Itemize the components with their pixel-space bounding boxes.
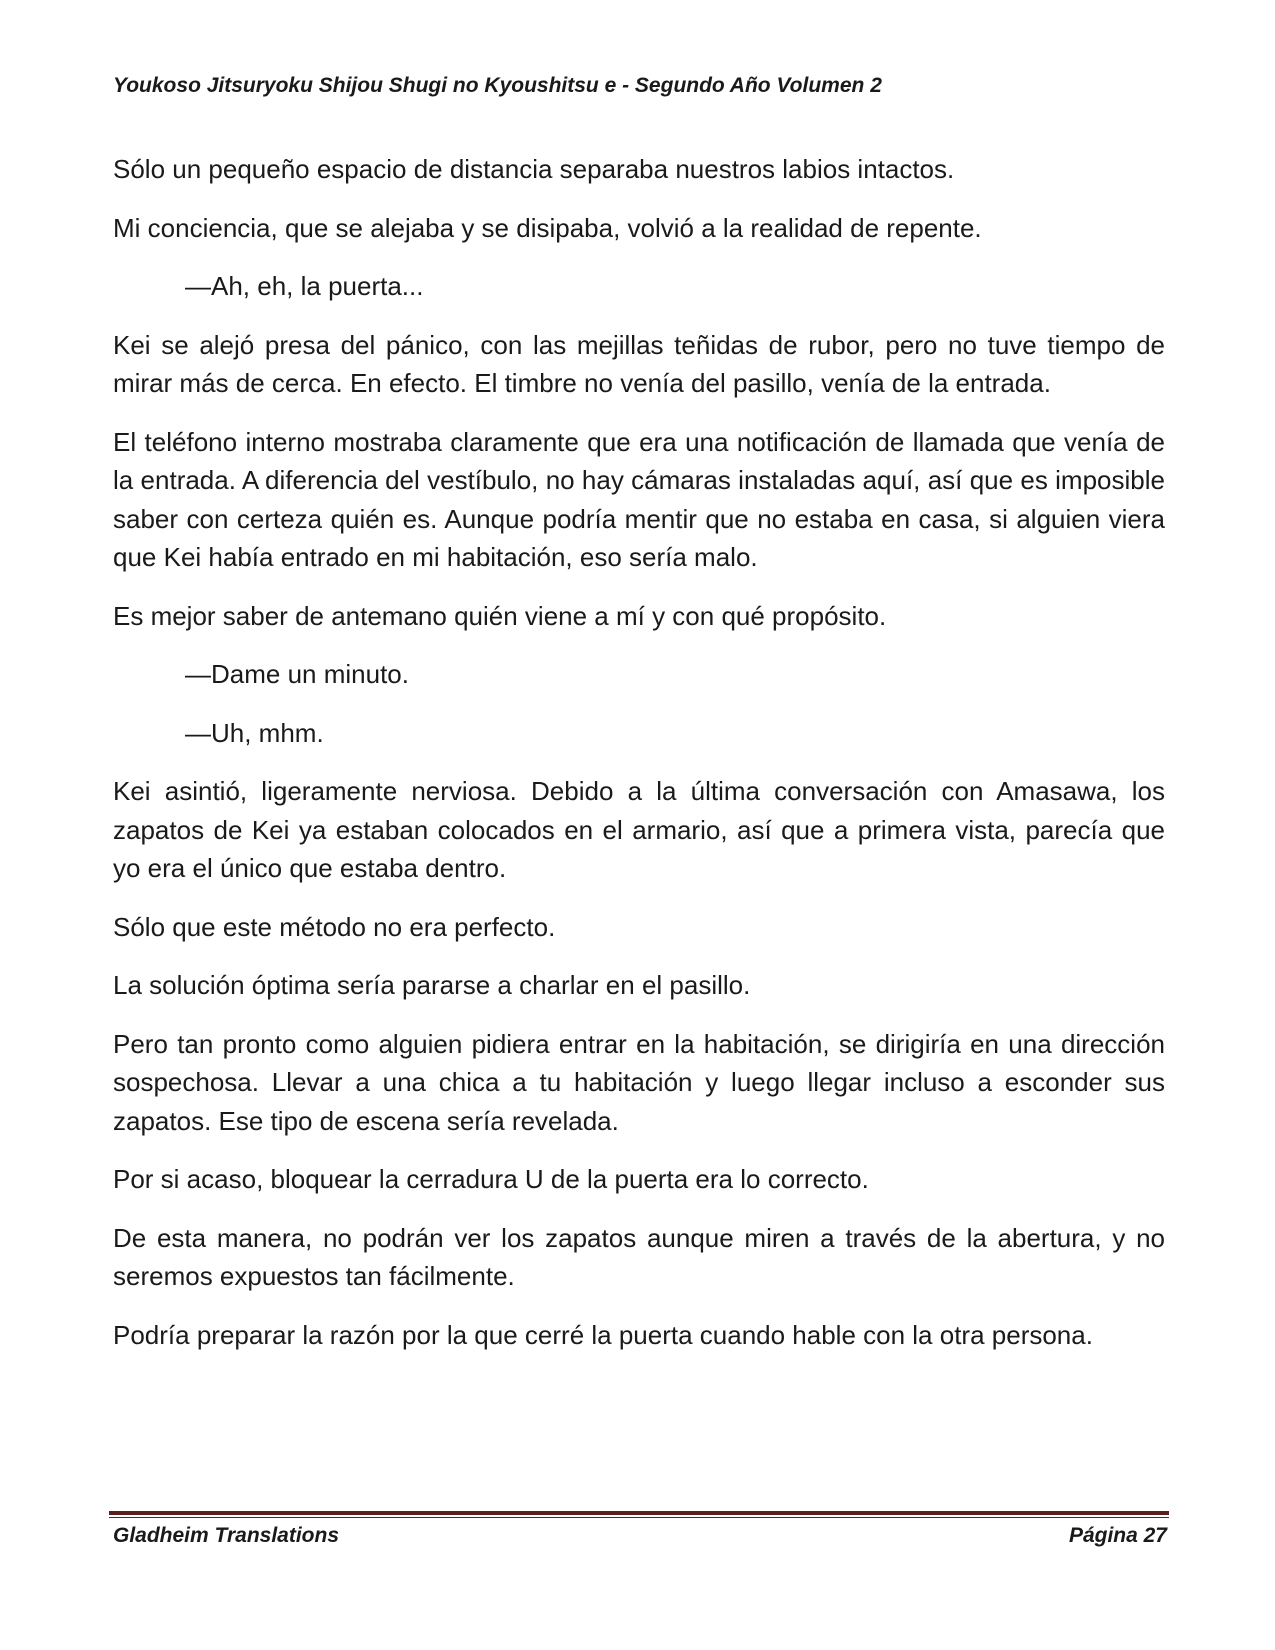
- paragraph: Kei asintió, ligeramente nerviosa. Debido a la última conversación con Amasawa, los zapatos de Kei ya estaban colocados en el armario, así que a primera vista, parecía que yo era el único que estaba dentro.: [113, 776, 1165, 883]
- paragraph: Sólo un pequeño espacio de distancia separaba nuestros labios intactos.: [113, 154, 955, 184]
- paragraph: El teléfono interno mostraba claramente que era una notificación de llamada que venía de la entrada. A diferencia del vestíbulo, no hay cámaras instaladas aquí, así que es imposible saber con certeza quién es. Aunque podría mentir que no estaba en casa, si alguien viera que Kei había entrado en mi habitación, eso sería malo.: [113, 426, 1165, 572]
- footer-divider-thick: [109, 1511, 1169, 1515]
- paragraph: De esta manera, no podrán ver los zapatos aunque miren a través de la abertura, y no seremos expuestos tan fácilmente.: [113, 1222, 1165, 1291]
- page-number: Página 27: [1068, 1524, 1167, 1547]
- page-header-title: Youkoso Jitsuryoku Shijou Shugi no Kyoushitsu e - Segundo Año Volumen 2: [113, 74, 882, 97]
- paragraph: Sólo que este método no era perfecto.: [113, 911, 556, 942]
- paragraph: Es mejor saber de antemano quién viene a mí y con qué propósito.: [113, 600, 887, 631]
- dialogue-line: —Dame un minuto.: [185, 659, 409, 689]
- footer-divider: [109, 1511, 1169, 1519]
- paragraph: Kei se alejó presa del pánico, con las mejillas teñidas de rubor, pero no tuve tiempo de mirar más de cerca. En efecto. El timbre no venía del pasillo, venía de la entrada.: [113, 329, 1165, 398]
- paragraph: Por si acaso, bloquear la cerradura U de la puerta era lo correcto.: [113, 1164, 869, 1194]
- paragraph: Mi conciencia, que se alejaba y se disipaba, volvió a la realidad de repente.: [113, 212, 982, 243]
- paragraph: La solución óptima sería pararse a charlar en el pasillo.: [113, 970, 751, 1000]
- paragraph: Pero tan pronto como alguien pidiera entrar en la habitación, se dirigiría en una dirección sospechosa. Llevar a una chica a tu habitación y luego llegar incluso a esconder sus zapatos. Ese tipo de escena sería revelada.: [113, 1028, 1165, 1136]
- footer-credit: Gladheim Translations: [113, 1524, 340, 1547]
- paragraph: Podría preparar la razón por la que cerré la puerta cuando hable con la otra persona.: [113, 1319, 1093, 1350]
- dialogue-line: —Uh, mhm.: [185, 717, 324, 748]
- page-body: [113, 150, 1165, 1374]
- footer-divider-thin: [109, 1517, 1169, 1518]
- dialogue-line: —Ah, eh, la puerta...: [185, 271, 424, 301]
